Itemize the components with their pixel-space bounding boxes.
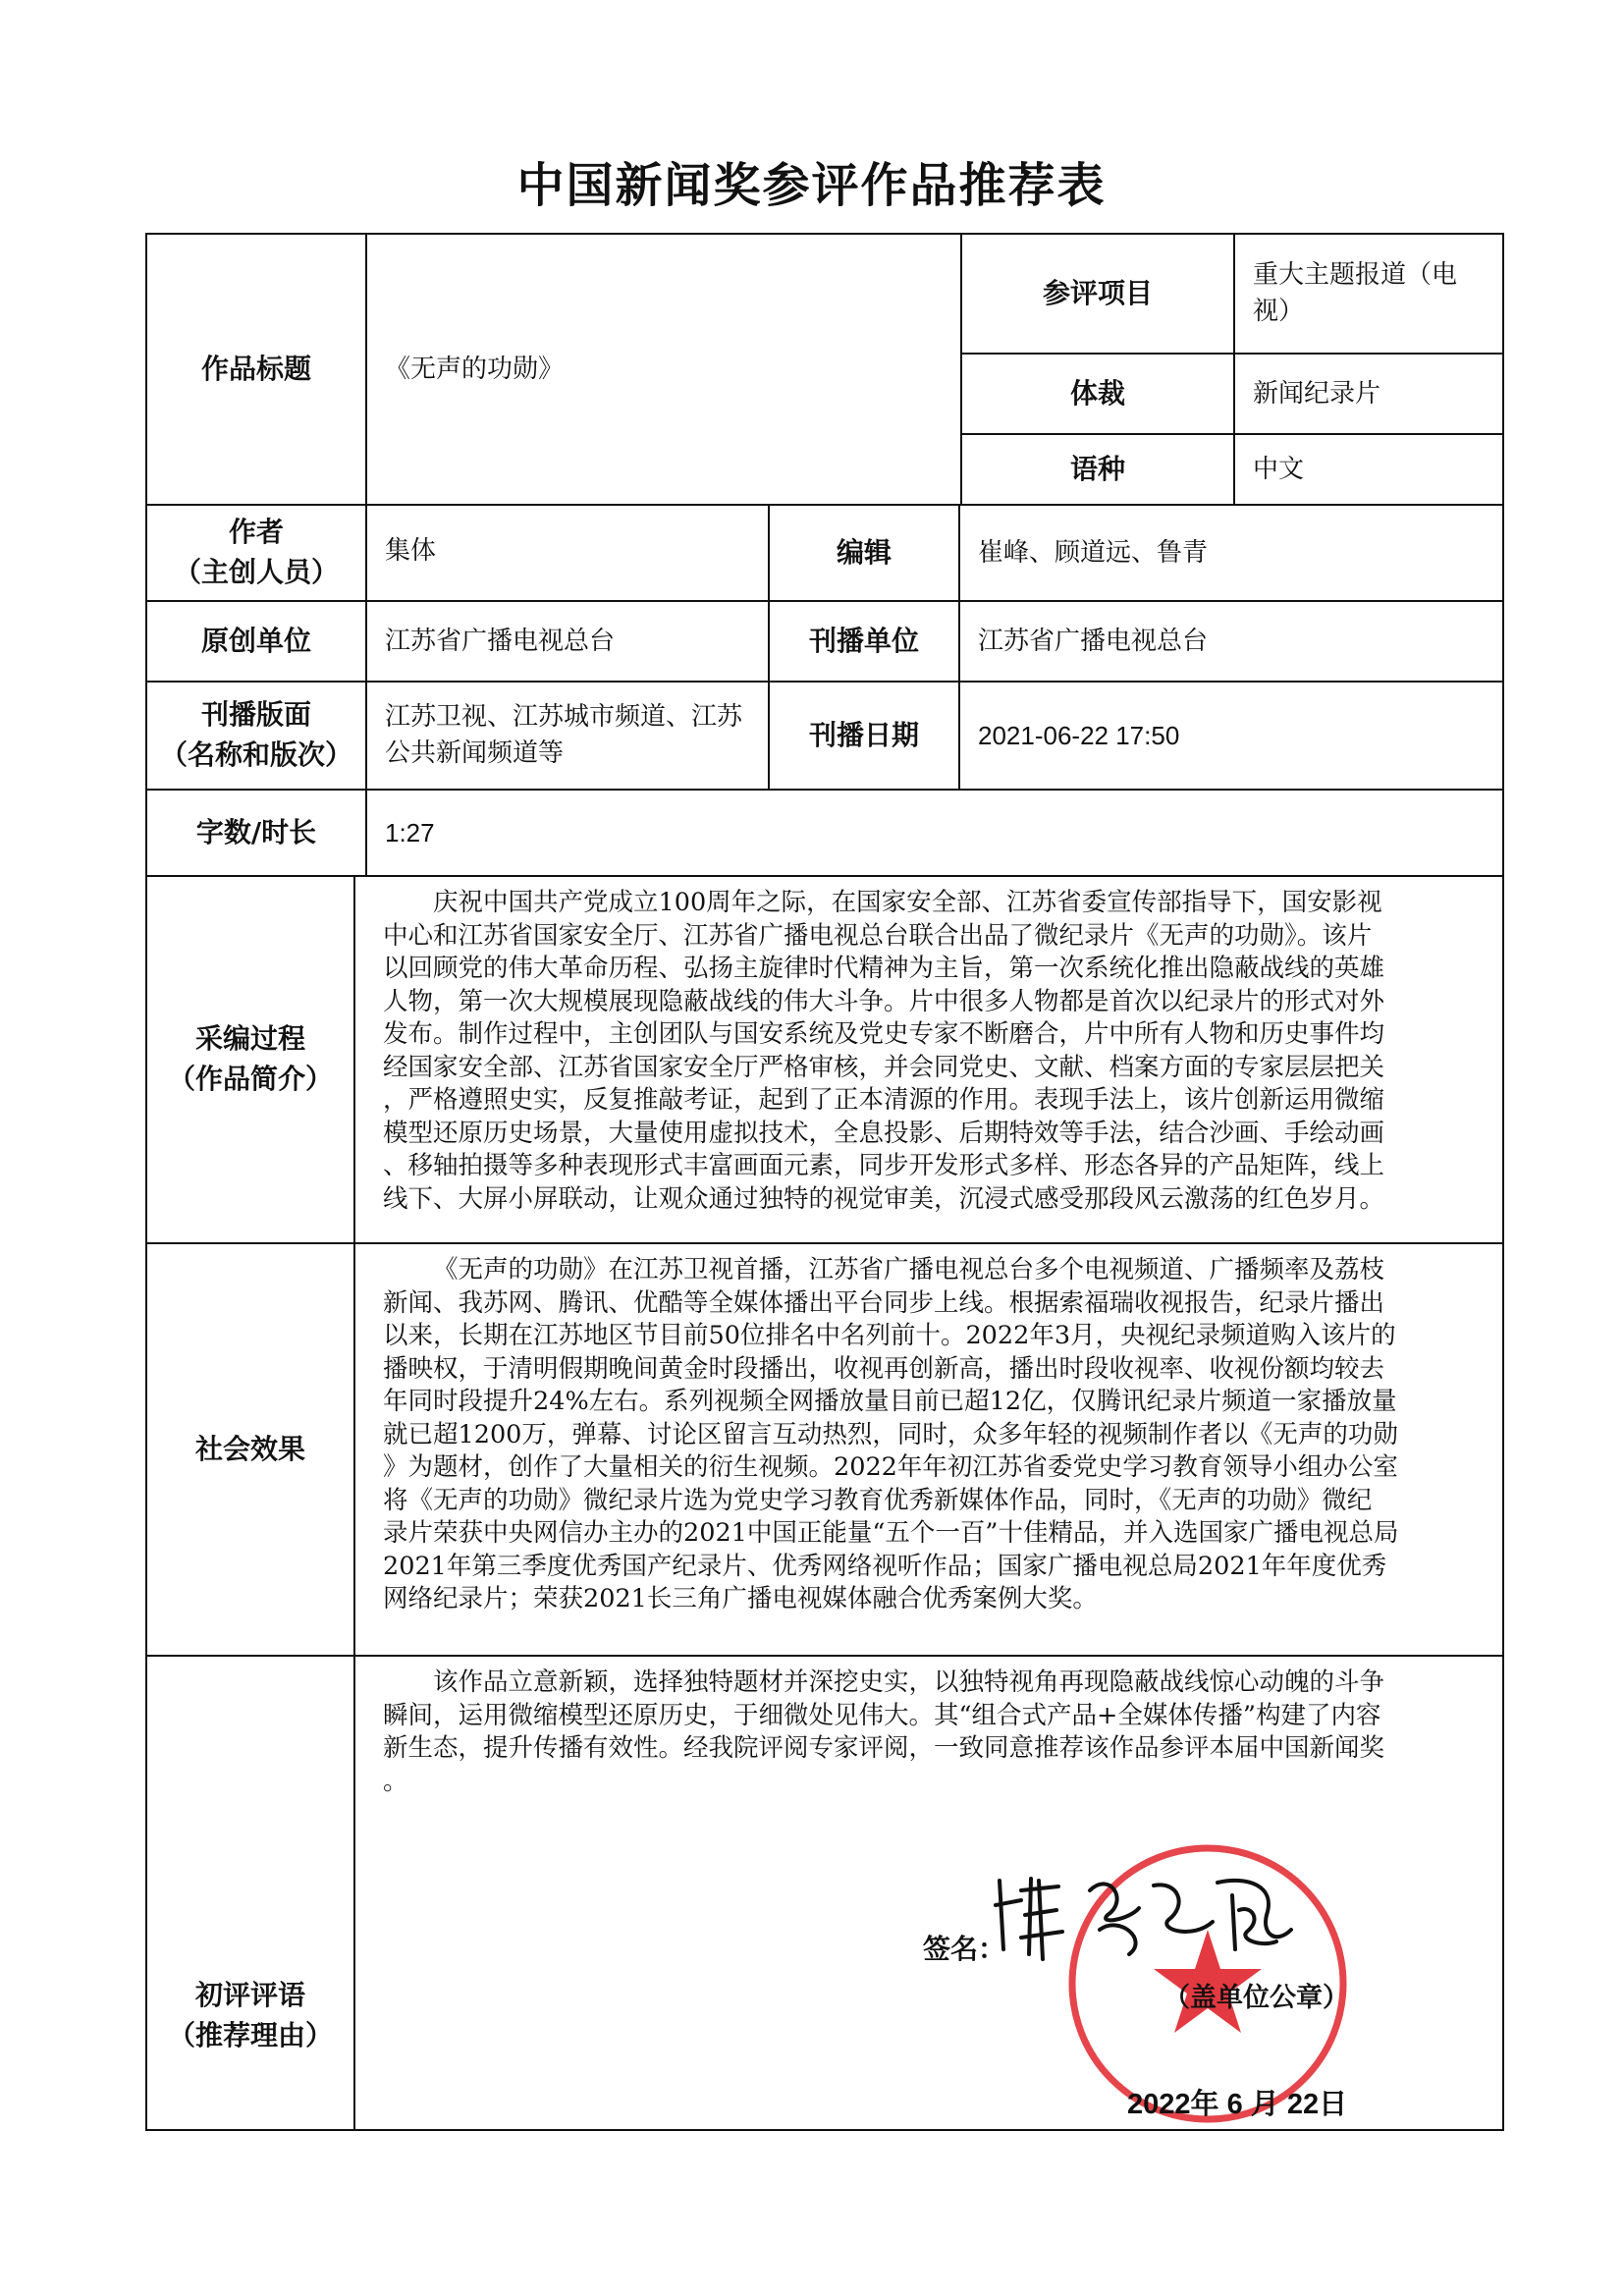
date-value: 2021-06-22 17:50 [958,681,1504,791]
process-line: 中心和江苏省国家安全厅、江苏省广播电视总台联合出品了微纪录片《无声的功勋》。该片 [383,920,1373,951]
effect-line: 2021年第三季度优秀国产纪录片、优秀网络视听作品；国家广播电视总局2021年年度优秀 [383,1551,1387,1581]
effect-line: 录片荣获中央网信办主办的2021中国正能量“五个一百”十佳精品，并入选国家广播电视总局 [383,1518,1399,1548]
process-line: 以回顾党的伟大革命历程、弘扬主旋律时代精神为主旨，第一次系统化推出隐蔽战线的英雄 [383,954,1385,983]
effect-line: 就已超1200万，弹幕、讨论区留言互动热烈，同时，众多年轻的视频制作者以《无声的功勋 [383,1419,1398,1449]
origin-label: 原创单位 [145,600,367,683]
process-line: ，严格遵照史实，反复推敲考证，起到了正本清源的作用。表现手法上，该片创新运用微缩 [383,1085,1385,1115]
genre-label: 体裁 [960,353,1235,435]
review-line: 该作品立意新颖，选择独特题材并深挖史实，以独特视角再现隐蔽战线惊心动魄的斗争 [433,1667,1385,1697]
sign-date: 2022年 6 月 22日 [1127,2089,1348,2120]
seal-label: （盖单位公章） [1163,1983,1349,2013]
date-label: 刊播日期 [768,681,960,791]
process-line: 、移轴拍摄等多种表现形式丰富画面元素，同步开发形式多样、形态各异的产品矩阵，线上 [383,1151,1385,1180]
signature-label: 签名： [923,1933,1006,1965]
effect-line: 》为题材，创作了大量相关的衍生视频。2022年年初江苏省委党史学习教育领导小组办公室 [383,1452,1398,1482]
process-label: 采编过程 （作品简介） [145,875,355,1244]
genre-value: 新闻纪录片 [1233,353,1504,435]
review-line: 。 [383,1766,408,1796]
work-title-label: 作品标题 [145,233,367,506]
effect-label: 社会效果 [145,1242,355,1657]
effect-line: 以来，长期在江苏地区节目前50位排名中名列前十。2022年3月，央视纪录频道购入该片的 [383,1321,1396,1350]
editor-value: 崔峰、顾道远、鲁青 [958,504,1504,602]
author-value: 集体 [365,504,770,602]
process-line: 发布。制作过程中，主创团队与国安系统及党史专家不断磨合，片中所有人物和历史事件均 [383,1019,1385,1049]
origin-value: 江苏省广播电视总台 [365,600,770,683]
category-value: 重大主题报道（电视） [1233,233,1504,355]
handwritten-signature [982,1861,1306,1969]
layout-value: 江苏卫视、江苏城市频道、江苏公共新闻频道等 [365,681,770,791]
process-line: 人物，第一次大规模展现隐蔽战线的伟大斗争。片中很多人物都是首次以纪录片的形式对外 [383,986,1385,1016]
review-line: 新生态，提升传播有效性。经我院评阅专家评阅，一致同意推荐该作品参评本届中国新闻奖 [383,1733,1385,1763]
effect-text [353,1242,1504,1657]
review-line: 瞬间，运用微缩模型还原历史，于细微处见伟大。其“组合式产品+全媒体传播”构建了内容 [383,1700,1381,1730]
review-label: 初评评语 （推荐理由） [145,1655,355,2131]
layout-label: 刊播版面 （名称和版次） [145,681,367,791]
process-text [353,875,1504,1244]
effect-line: 《无声的功勋》在江苏卫视首播，江苏省广播电视总台多个电视频道、广播频率及荔枝 [433,1255,1385,1285]
process-line: 庆祝中国共产党成立100周年之际，在国家安全部、江苏省委宣传部指导下，国安影视 [433,888,1382,917]
work-title-value: 《无声的功勋》 [365,233,962,506]
effect-line: 将《无声的功勋》微纪录片选为党史学习教育优秀新媒体作品，同时，《无声的功勋》微纪 [383,1485,1373,1515]
category-label: 参评项目 [960,233,1235,355]
length-value: 1:27 [365,789,1504,877]
effect-line: 新闻、我苏网、腾讯、优酷等全媒体播出平台同步上线。根据索福瑞收视报告，纪录片播出 [383,1287,1385,1318]
editor-label: 编辑 [768,504,960,602]
author-label: 作者 （主创人员） [145,504,367,602]
length-label: 字数/时长 [145,789,367,877]
process-line: 模型还原历史场景，大量使用虚拟技术，全息投影、后期特效等手法，结合沙画、手绘动画 [383,1118,1385,1148]
publisher-label: 刊播单位 [768,600,960,683]
process-line: 经国家安全部、江苏省国家安全厅严格审核，并会同党史、文献、档案方面的专家层层把关 [383,1052,1385,1082]
language-value: 中文 [1233,433,1504,506]
publisher-value: 江苏省广播电视总台 [958,600,1504,683]
effect-line: 播映权，于清明假期晚间黄金时段播出，收视再创新高，播出时段收视率、收视份额均较去 [383,1353,1385,1384]
form-title: 中国新闻奖参评作品推荐表 [516,158,1107,213]
effect-line: 年同时段提升24%左右。系列视频全网播放量目前已超12亿，仅腾讯纪录片频道一家播放量 [383,1387,1397,1416]
effect-line: 网络纪录片；荣获2021长三角广播电视媒体融合优秀案例大奖。 [383,1584,1098,1613]
process-line: 线下、大屏小屏联动，让观众通过独特的视觉审美，沉浸式感受那段风云激荡的红色岁月。 [383,1183,1385,1214]
language-label: 语种 [960,433,1235,506]
